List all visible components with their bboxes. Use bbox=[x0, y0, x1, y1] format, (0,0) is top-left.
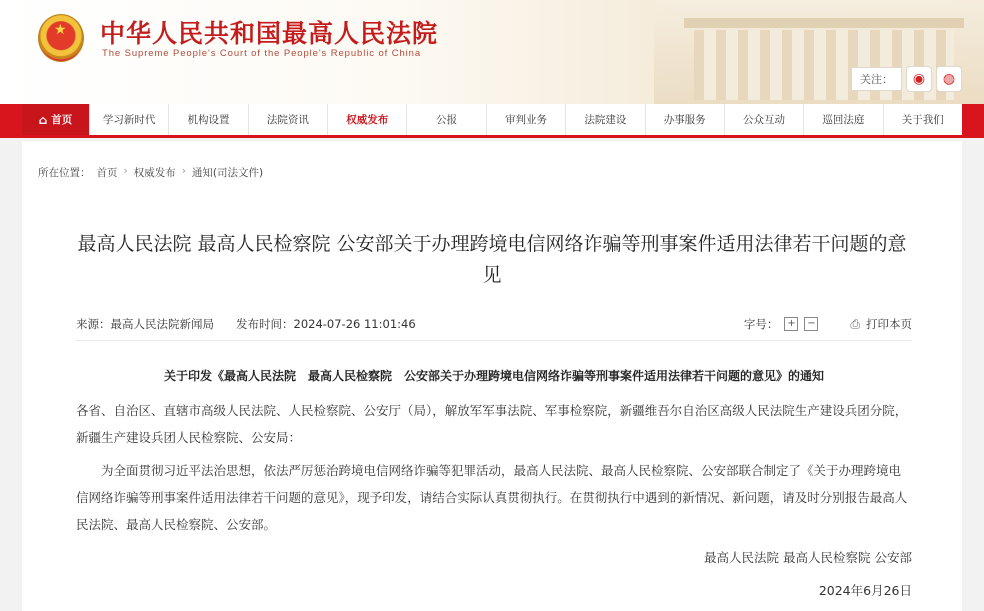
nav-item-services[interactable]: 办事服务 bbox=[646, 104, 725, 135]
weibo-icon[interactable]: ◉ bbox=[906, 66, 932, 92]
nav-item-releases[interactable]: 权威发布 bbox=[328, 104, 407, 135]
site-header bbox=[0, 0, 984, 104]
article-title: 最高人民法院 最高人民检察院 公安部关于办理跨境电信网络诈骗等刑事案件适用法律若干问题的意见 bbox=[77, 233, 907, 286]
signatories: 最高人民法院 最高人民检察院 公安部 bbox=[704, 550, 912, 565]
breadcrumb-item-home[interactable]: 首页 bbox=[96, 167, 118, 179]
site-subtitle: The Supreme People's Court of the People's Republic of China bbox=[102, 48, 422, 59]
nav-bar bbox=[0, 104, 984, 138]
nav-item-interaction[interactable]: 公众互动 bbox=[725, 104, 804, 135]
article-container bbox=[22, 141, 962, 611]
source-value: 最高人民法院新闻局 bbox=[110, 317, 214, 331]
chevron-right-icon: › bbox=[123, 165, 128, 177]
issue-date: 2024年6月26日 bbox=[818, 583, 912, 598]
site-title[interactable]: 中华人民共和国最高人民法院 bbox=[100, 19, 439, 48]
home-icon: ⌂ bbox=[38, 112, 48, 127]
nav-item-circuit-court[interactable]: 巡回法庭 bbox=[804, 104, 883, 135]
breadcrumb bbox=[38, 165, 263, 180]
notice-title: 关于印发《最高人民法院 最高人民检察院 公安部关于办理跨境电信网络诈骗等刑事案件适用法律若干问题的意见》的通知 bbox=[163, 369, 824, 383]
nav-item-trial[interactable]: 审判业务 bbox=[487, 104, 566, 135]
breadcrumb-prefix: 所在位置： bbox=[38, 167, 91, 179]
font-increase-button[interactable]: + bbox=[784, 317, 798, 331]
follow-label: 关注： bbox=[851, 67, 902, 91]
font-decrease-button[interactable]: − bbox=[804, 317, 818, 331]
nav-item-home[interactable] bbox=[22, 104, 90, 135]
nav-item-label: 首页 bbox=[51, 114, 73, 126]
divider bbox=[76, 340, 912, 341]
nav-item-organization[interactable]: 机构设置 bbox=[169, 104, 248, 135]
nav-item-about[interactable]: 关于我们 bbox=[901, 114, 944, 126]
nav-item-news[interactable]: 法院资讯 bbox=[249, 104, 328, 135]
nav-item-gazette[interactable]: 公报 bbox=[407, 104, 486, 135]
article-meta bbox=[76, 315, 912, 333]
wechat-icon[interactable]: ◍ bbox=[936, 66, 962, 92]
breadcrumb-item-notice[interactable]: 通知(司法文件) bbox=[191, 167, 264, 179]
breadcrumb-item-releases[interactable]: 权威发布 bbox=[133, 167, 176, 179]
nav-item-court-building[interactable]: 法院建设 bbox=[566, 104, 645, 135]
nav-item-study[interactable]: 学习新时代 bbox=[90, 104, 169, 135]
main-nav bbox=[22, 104, 962, 138]
print-button[interactable]: 打印本页 bbox=[866, 317, 912, 331]
building-roof bbox=[684, 18, 964, 28]
emblem-star: ★ bbox=[54, 22, 67, 38]
national-emblem-icon[interactable] bbox=[38, 14, 84, 62]
font-size-label: 字号： bbox=[743, 317, 779, 331]
meta-tools bbox=[744, 316, 912, 332]
print-icon[interactable]: ⎙ bbox=[850, 316, 860, 331]
source-label: 来源： bbox=[76, 317, 111, 331]
follow-bar bbox=[851, 66, 962, 92]
time-value: 2024-07-26 11:01:46 bbox=[293, 317, 416, 331]
recipients-paragraph: 各省、自治区、直辖市高级人民法院、人民检察院、公安厅（局），解放军军事法院、军事检察院，新疆维吾尔自治区高级人民法院生产建设兵团分院，新疆生产建设兵团人民检察院、公安局： bbox=[76, 403, 908, 445]
body-paragraph: 为全面贯彻习近平法治思想，依法严厉惩治跨境电信网络诈骗等犯罪活动，最高人民法院、最高人民检察院、公安部联合制定了《关于办理跨境电信网络诈骗等刑事案件适用法律若干问题的意见》，现予印发，请结合实际认真贯彻执行。在贯彻执行中遇到的新情况、新问题，请及时分别报告最高人民法院、最高人民检察院、公安部。 bbox=[76, 463, 908, 532]
chevron-right-icon: › bbox=[181, 165, 186, 177]
time-label: 发布时间： bbox=[236, 317, 294, 331]
